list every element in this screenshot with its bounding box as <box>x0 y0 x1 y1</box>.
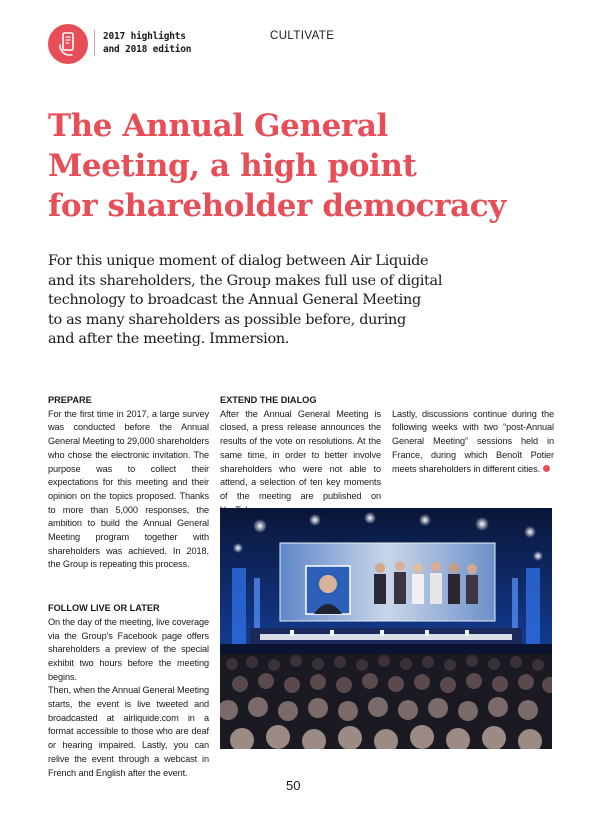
agm-photo <box>220 508 552 749</box>
follow-text-2: Then, when the Annual General Meeting starts, the event is live tweeted and broadcasted at airliquide.com in a format accessible to those who are deaf or hearing impaired. Lastly, you can relive the event through a webcast in French and English after the event. <box>48 685 209 778</box>
column-right-spacer <box>392 394 554 408</box>
title-line-1: The Annual General <box>48 108 388 144</box>
lastly-text: Lastly, discussions continue during the following weeks with two “post-Annual General Meeting” sessions held in France, during which Benoît Potier meets shareholders in different cities. <box>392 408 554 474</box>
end-of-article-dot <box>543 465 550 472</box>
intro-line-3: technology to broadcast the Annual General Meeting <box>48 292 421 308</box>
prepare-heading: PREPARE <box>48 395 92 405</box>
follow-heading: FOLLOW LIVE OR LATER <box>48 603 160 614</box>
lastly-paragraph <box>392 408 554 477</box>
title-line-3: for shareholder democracy <box>48 188 506 224</box>
extend-text: After the Annual General Meeting is closed, a press release announces the results of the vote on resolutions. At the same time, in order to better involve shareholders who were not able to attend, a selection of ten key moments of the meeting are published on <box>220 408 381 501</box>
edition-line-2: and 2018 edition <box>103 44 192 55</box>
section-logo-badge <box>48 24 88 64</box>
follow-text-1: On the day of the meeting, live coverage via the Group's Facebook page offers shareholders a preview of the special exhibit two hours before the meeting begins. <box>48 616 209 682</box>
intro-paragraph <box>48 252 488 350</box>
title-line-2: Meeting, a high point <box>48 148 417 184</box>
intro-line-5: and after the meeting. Immersion. <box>48 331 290 347</box>
photo-agm-stage <box>220 508 552 749</box>
prepare-text: For the first time in 2017, a large survey was conducted before the Annual General Meeting to 29,000 shareholders who chose the electronic invitation. The purpose was to collect their expectations for this meeting and their opinion on the topics proposed. Thanks to more than 5,000 responses, the ambition to build the Annual General Meeting program together with shareholders was achieved. In 2018, the Group is repeating this process. <box>48 408 209 570</box>
edition-label <box>103 30 191 56</box>
extend-heading: EXTEND THE DIALOG <box>220 395 317 405</box>
section-label: CULTIVATE <box>270 30 335 42</box>
page-number: 50 <box>286 778 301 793</box>
column-middle <box>220 394 381 517</box>
column-right <box>392 394 554 476</box>
header-divider <box>94 30 95 56</box>
intro-line-1: For this unique moment of dialog between Air Liquide <box>48 253 429 269</box>
column-left <box>48 394 209 780</box>
intro-line-4: to as many shareholders as possible before, during <box>48 311 406 328</box>
edition-line-1: 2017 highlights <box>103 31 186 42</box>
page-title <box>48 106 528 226</box>
intro-line-2: and its shareholders, the Group makes full use of digital <box>48 272 443 289</box>
phone-hand-icon <box>56 31 80 57</box>
